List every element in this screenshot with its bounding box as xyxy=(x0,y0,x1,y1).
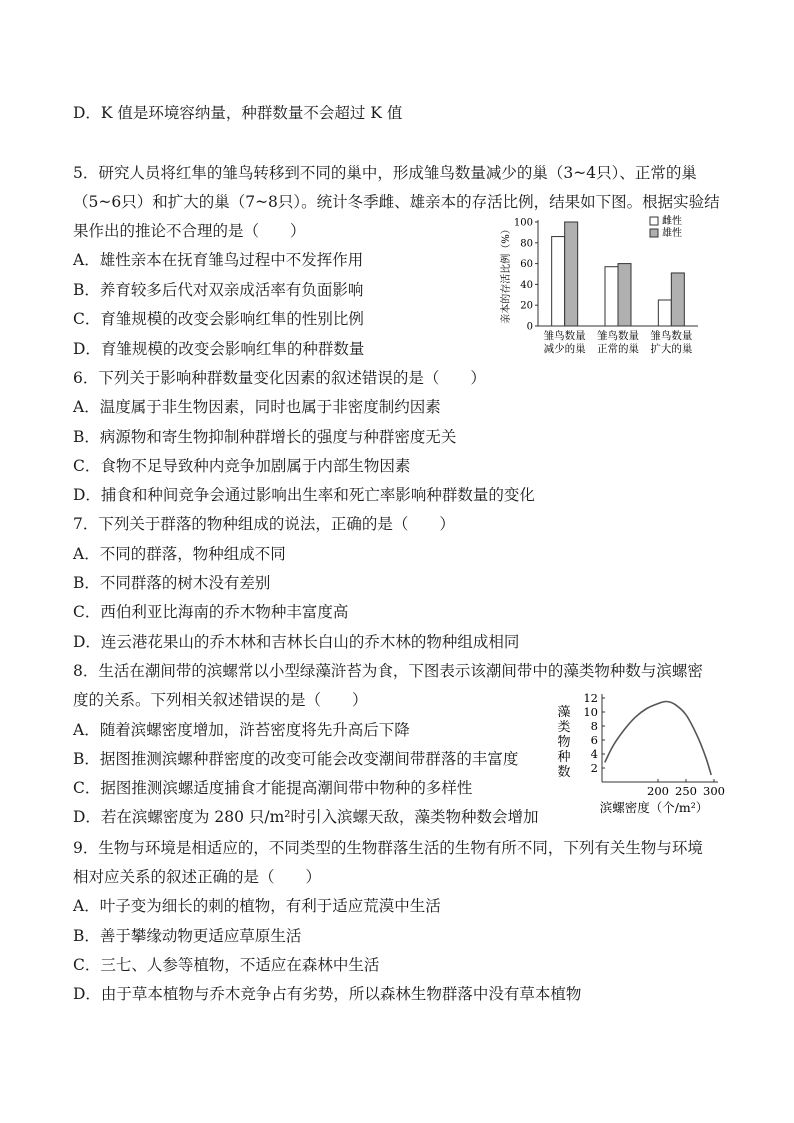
y-tick-label: 6 xyxy=(590,733,598,747)
text-line: D．K 值是环境容纳量，种群数量不会超过 K 值 xyxy=(73,104,403,122)
text-line: D．连云港花果山的乔木林和吉林长白山的乔木林的物种组成相同 xyxy=(73,633,520,651)
text-line: B．善于攀缘动物更适应草原生活 xyxy=(73,927,302,945)
text-line: C．据图推测滨螺适度捕食才能提高潮间带中物种的多样性 xyxy=(73,779,473,797)
text-line: B．养育较多后代对双亲成活率有负面影响 xyxy=(73,281,364,299)
text-line: C．育雏规模的改变会影响红隼的性别比例 xyxy=(73,310,364,328)
text-line: 相对应关系的叙述正确的是（ ） xyxy=(73,868,322,886)
legend-swatch xyxy=(650,217,658,225)
y-tick-label: 60 xyxy=(520,259,533,271)
bar-female xyxy=(605,267,618,326)
x-category-label: 雏鸟数量 xyxy=(543,330,586,342)
text-line: C．三七、人参等植物，不适应在森林中生活 xyxy=(73,956,380,974)
text-line: B．病源物和寄生物抑制种群增长的强度与种群密度无关 xyxy=(73,428,457,446)
text-line: C．西伯利亚比海南的乔木物种丰富度高 xyxy=(73,603,349,621)
y-axis-label-char: 数 xyxy=(557,765,571,780)
bar-male xyxy=(618,264,631,326)
text-line: A．不同的群落，物种组成不同 xyxy=(73,545,286,563)
x-axis-label: 滨螺密度（个/m²） xyxy=(599,800,709,815)
text-line: A．随着滨螺密度增加，浒苔密度将先升高后下降 xyxy=(73,721,410,739)
algae-species-line-chart xyxy=(556,690,728,822)
y-tick-label: 20 xyxy=(520,300,533,312)
y-axis-label: 亲本的存活比例（%） xyxy=(501,224,512,324)
text-line: A．雄性亲本在抚育雏鸟过程中不发挥作用 xyxy=(73,251,364,269)
y-tick-label: 80 xyxy=(520,238,533,250)
bar-female xyxy=(658,300,671,326)
y-axis-label-char: 藻 xyxy=(557,705,571,720)
text-line: 5．研究人员将红隼的雏鸟转移到不同的巢中，形成雏鸟数量减少的巢（3~4只）、正常的巢 xyxy=(73,164,697,182)
x-tick-label: 200 xyxy=(647,784,669,798)
legend-label: 雄性 xyxy=(662,228,682,239)
text-line: 度的关系。下列相关叙述错误的是（ ） xyxy=(73,691,368,709)
x-category-label: 减少的巢 xyxy=(543,343,586,355)
y-tick-label: 12 xyxy=(583,691,598,705)
text-line: （5~6只）和扩大的巢（7~8只）。统计冬季雌、雄亲本的存活比例，结果如下图。根据实验结 xyxy=(73,193,720,211)
text-line: A．叶子变为细长的刺的植物，有利于适应荒漠中生活 xyxy=(73,897,441,915)
x-category-label: 正常的巢 xyxy=(597,343,639,355)
y-tick-label: 10 xyxy=(583,705,598,719)
text-line: C．食物不足导致种内竞争加剧属于内部生物因素 xyxy=(73,457,411,475)
y-tick-label: 2 xyxy=(590,761,598,775)
x-tick-label: 300 xyxy=(703,784,725,798)
text-line: 8．生活在潮间带的滨螺常以小型绿藻浒苔为食，下图表示该潮间带中的藻类物种数与滨螺密 xyxy=(73,662,703,680)
x-category-label: 扩大的巢 xyxy=(650,343,693,355)
bar-male xyxy=(565,222,578,326)
y-axis-label-char: 类 xyxy=(557,720,571,735)
text-line: D．由于草本植物与乔木竞争占有劣势，所以森林生物群落中没有草本植物 xyxy=(73,985,582,1003)
y-axis-label-char: 物 xyxy=(557,735,571,750)
y-tick-label: 40 xyxy=(520,279,533,291)
text-line: 9．生物与环境是相适应的，不同类型的生物群落生活的生物有所不同，下列有关生物与环境 xyxy=(73,839,703,857)
x-category-label: 雏鸟数量 xyxy=(597,330,639,342)
y-tick-label: 8 xyxy=(590,719,598,733)
series-line-algae-species xyxy=(605,701,711,775)
text-line: D．育雏规模的改变会影响红隼的种群数量 xyxy=(73,340,365,358)
text-line: A．温度属于非生物因素，同时也属于非密度制约因素 xyxy=(73,398,441,416)
bar-female xyxy=(552,237,565,326)
y-tick-label: 4 xyxy=(590,747,598,761)
text-line: D．若在滨螺密度为 280 只/m²时引入滨螺天敌，藻类物种数会增加 xyxy=(73,808,539,826)
x-category-label: 雏鸟数量 xyxy=(650,330,693,342)
y-axis-label-char: 种 xyxy=(557,750,571,765)
text-line: B．不同群落的树木没有差别 xyxy=(73,574,271,592)
x-tick-label: 250 xyxy=(675,784,697,798)
text-line: 6．下列关于影响种群数量变化因素的叙述错误的是（ ） xyxy=(73,369,486,387)
text-line: 7．下列关于群落的物种组成的说法，正确的是（ ） xyxy=(73,515,455,533)
legend-label: 雌性 xyxy=(662,216,682,227)
y-tick-label: 100 xyxy=(513,217,533,229)
bar-male xyxy=(671,273,684,326)
legend-swatch xyxy=(650,229,658,237)
y-axis-label xyxy=(557,704,570,780)
survival-bar-chart xyxy=(498,212,708,362)
y-tick-label: 0 xyxy=(526,321,533,333)
text-line: D．捕食和种间竞争会通过影响出生率和死亡率影响种群数量的变化 xyxy=(73,486,535,504)
text-line: B．据图推测滨螺种群密度的改变可能会改变潮间带群落的丰富度 xyxy=(73,750,519,768)
text-line: 果作出的推论不合理的是（ ） xyxy=(73,222,306,240)
